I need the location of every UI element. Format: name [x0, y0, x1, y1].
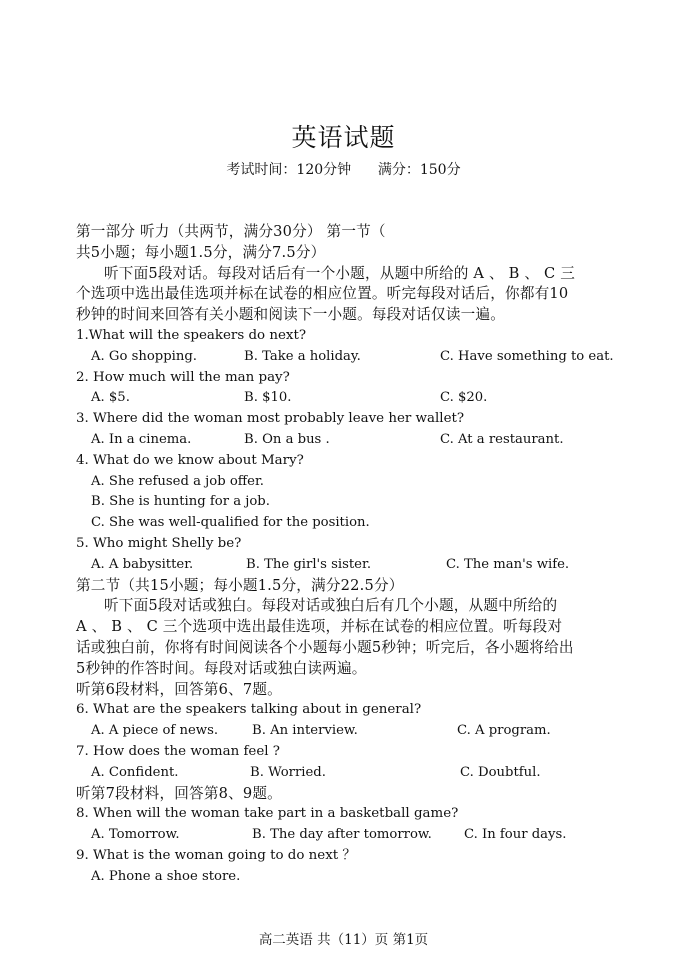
option-c: C. At a restaurant.: [440, 431, 564, 447]
option-c: C. A program.: [457, 723, 551, 739]
instruction-text: 秒钟的时间来回答有关小题和阅读下一小题。每段对话仅读一遍。: [76, 306, 506, 324]
question-options: [76, 867, 616, 888]
section-heading: 第一部分 听力（共两节，满分30分） 第一节（: [76, 223, 386, 240]
question-stem: 3. Where did the woman most probably leave her wallet?: [76, 411, 465, 427]
question-stem: 1.What will the speakers do next?: [76, 327, 307, 343]
question-options: [76, 721, 616, 742]
exam-content: [76, 222, 616, 888]
exam-info: 考试时间：120分钟 满分：150分: [226, 162, 461, 178]
question-stem: 7. How does the woman feel ?: [76, 743, 280, 759]
option-a: A. She refused a job offer.: [91, 473, 264, 489]
option-b: B. The girl's sister.: [246, 556, 372, 572]
option-b: B. The day after tomorrow.: [252, 827, 432, 843]
instruction-text: 话或独白前，你将有时间阅读各个小题每小题5秒钟；听完后，各小题将给出: [76, 638, 574, 656]
instruction-text: 个选项中选出最佳选项并标在试卷的相应位置。听完每段对话后，你都有10: [76, 285, 569, 303]
question-stem: 6. What are the speakers talking about in general?: [76, 702, 422, 718]
option-c: C. In four days.: [464, 827, 567, 843]
option-b: B. She is hunting for a job.: [91, 494, 270, 510]
question-stem: 2. How much will the man pay?: [76, 369, 290, 385]
instruction-text: A 、 B 、 C 三个选项中选出最佳选项，并标在试卷的相应位置。听每段对: [76, 618, 563, 636]
question-options: [76, 492, 616, 513]
option-c: C. Doubtful.: [460, 764, 541, 780]
question-options: [76, 555, 616, 576]
question-options: [76, 763, 616, 784]
question-options: [76, 388, 616, 409]
option-b: B. An interview.: [252, 723, 358, 739]
option-b: B. Take a holiday.: [244, 348, 361, 364]
option-b: B. Worried.: [250, 764, 326, 780]
question-options: [76, 513, 616, 534]
question-options: [76, 430, 616, 451]
section-heading: 第二节（共15小题；每小题1.5分，满分22.5分）: [76, 576, 404, 594]
instruction-text: 5秒钟的作答时间。每段对话或独白读两遍。: [76, 659, 367, 677]
question-options: [76, 347, 616, 368]
option-a: A. Go shopping.: [91, 348, 198, 364]
option-a: A. $5.: [91, 390, 130, 406]
option-b: B. On a bus .: [244, 431, 330, 447]
question-options: [76, 825, 616, 846]
option-a: A. In a cinema.: [91, 431, 192, 447]
option-a: A. Tomorrow.: [91, 827, 180, 843]
question-stem: 9. What is the woman going to do next ？: [76, 847, 356, 863]
option-c: C. The man's wife.: [446, 556, 570, 572]
instruction-text: 听下面5段对话。每段对话后有一个小题，从题中所给的 A 、 B 、 C 三: [104, 264, 575, 282]
section-heading-cont: 共5小题；每小题1.5分，满分7.5分）: [76, 243, 326, 261]
option-a: A. A babysitter.: [91, 556, 194, 572]
page-footer: 高二英语 共（11）页 第1页: [258, 932, 429, 948]
option-c: C. $20.: [440, 390, 488, 406]
option-a: A. Phone a shoe store.: [91, 868, 241, 884]
option-c: C. Have something to eat.: [440, 348, 614, 364]
option-a: A. Confident.: [91, 764, 179, 780]
question-stem: 8. When will the woman take part in a basketball game?: [76, 806, 459, 822]
option-c: C. She was well-qualified for the position.: [91, 515, 370, 531]
instruction-text: 听下面5段对话或独白。每段对话或独白后有几个小题，从题中所给的: [104, 597, 558, 615]
material-heading: 听第6段材料，回答第6、7题。: [76, 680, 282, 698]
material-heading: 听第7段材料，回答第8、9题。: [76, 784, 282, 802]
question-stem: 4. What do we know about Mary?: [76, 452, 304, 468]
question-stem: 5. Who might Shelly be?: [76, 535, 242, 551]
page-title: 英语试题: [291, 123, 396, 152]
option-a: A. A piece of news.: [91, 723, 219, 739]
option-b: B. $10.: [244, 390, 292, 406]
question-options: [76, 472, 616, 493]
